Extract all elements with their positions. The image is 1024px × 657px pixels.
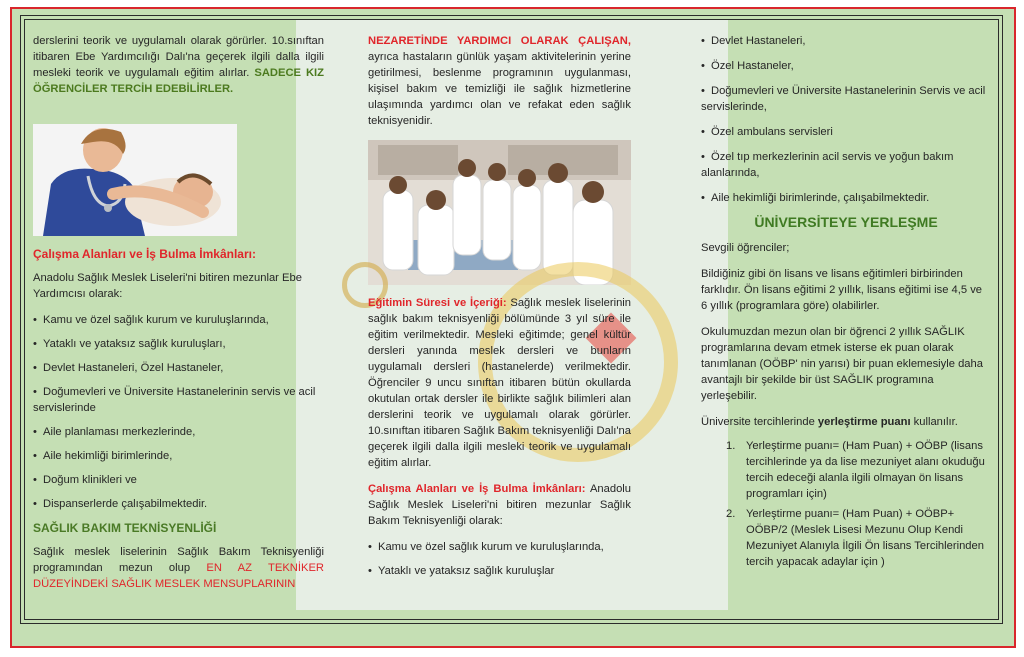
middle-top-text: ayrıca hastaların günlük yaşam aktivitelerinin yerine getirilmesi, beslenme programının uygulanması, kişisel bakım ve temizliği ile sağlık hizmetlerine ulaşımında yardımcı olan ve refakat eden sağlık teknisyenidir. [368,51,631,127]
list-item: • Yataklı ve yataksız sağlık kuruluşları, [33,338,226,350]
left-work-list [33,312,324,512]
list-item: • Aile hekimliği birimlerinde, çalışabilmektedir. [701,192,930,204]
list-item: • Kamu ve özel sağlık kurum ve kuruluşlarında, [33,314,269,326]
list-item: • Doğumevleri ve Üniversite Hastanelerinin Servis ve acil servislerinde, [701,85,986,113]
middle-edu-section [368,295,631,587]
care-highlight: EN AZ TEKNİKER DÜZEYİNDEKİ SAĞLIK MESLEK MENSUPLARININ [33,562,324,590]
left-column [33,33,324,104]
greeting-text: Sevgili öğrenciler; [701,242,790,254]
university-heading: ÜNİVERSİTEYE YERLEŞME [754,214,938,230]
left-intro-highlight: SADECE KIZ ÖĞRENCİLER TERCİH EDEBİLİRLER. [33,67,324,95]
list-item: • Aile hekimliği birimlerinde, [33,450,173,462]
left-work-section [33,246,324,599]
list-item: • Doğumevleri ve Üniversite Hastanelerinin servis ve acil servislerinde [33,386,316,414]
left-intro [33,33,324,97]
placement-formula-list [701,438,991,570]
list-item: • Özel tıp merkezlerinin acil servis ve yoğun bakım alanlarında, [701,151,954,179]
edu-heading: Eğitimin Süresi ve İçeriği: [368,297,507,309]
care-text: Sağlık meslek liselerinin Sağlık Bakım Teknisyenliği programından mezun olup [33,546,324,574]
list-item: • Yataklı ve yataksız sağlık kuruluşlar [368,565,555,577]
left-work-intro: Anadolu Sağlık Meslek Liseleri'ni bitiren mezunlar Ebe Yardımcısı olarak: [33,272,302,300]
left-work-heading: Çalışma Alanları ve İş Bulma İmkânları: [33,247,256,261]
list-item: • Devlet Hastaneleri, Özel Hastaneler, [33,362,224,374]
list-item: • Dispanserlerde çalışabilmektedir. [33,498,208,510]
paragraph-3: Üniversite tercihlerinde yerleştirme puanı kullanılır. [701,416,958,428]
list-item: 2. Yerleştirme puanı= (Ham Puan) + OÖBP+ OÖBP/2 (Meslek Lisesi Mezunu Olup Kendi Mezuniyet Alanıyla İlgili Ön lisans Tercihlerinden tercih yapacak adaylar için ) [726,508,984,568]
right-top-list [701,33,991,206]
list-item: • Özel Hastaneler, [701,60,794,72]
list-item: • Kamu ve özel sağlık kurum ve kuruluşlarında, [368,541,604,553]
left-intro-text: derslerini teorik ve uygulamalı olarak görürler. 10.sınıftan itibaren Ebe Yardımcılığı Dalı'na geçerek ilgili dalla ilgili mesleki teorik ve uygulamalı eğitim alırlar. [33,35,324,79]
right-column [701,33,991,574]
middle-top-section [368,33,631,136]
paragraph-2: Okulumuzdan mezun olan bir öğrenci 2 yıllık SAĞLIK programlarına devam etmek isterse ek puan olarak tanımlanan (OÖBP' nin yarısı) bir puan eklemesiyle daha avantajlı bir şekilde bir üst SAĞLIK programına yerleşebilir. [701,326,983,402]
nurse-baby-photo [33,124,237,236]
edu-text: Sağlık meslek liselerinin sağlık bakım teknisyenliği bölümünde 3 yıl süre ile eğitim verilmektedir. Mesleki eğitimde; genel kültür dersleri yanında meslek dersleri ve bunların uygulamalı dersleri (hastanelerde) verilmektedir. Öğrenciler 9 uncu sınıftan itibaren bütün okullarda okutulan ortak dersler ile birlikte sağlık bilimleri alan derslerini teorik ve uygulamalı olarak görürler. 10.sınıftan itibaren Sağlık Bakım teknisyenliği Dalı'na geçerek ilgili dalla ilgili mesleki teorik ve uygulamalı eğitim alırlar. [368,297,631,469]
list-item: 1. Yerleştirme puanı= (Ham Puan) + OÖBP (lisans tercihlerinde ya da lise mezuniyet alanı okuduğu tercih edeceği alanla ilgili olmayan ön lisans programları için) [726,440,985,500]
care-paragraph [33,544,324,592]
care-heading: SAĞLIK BAKIM TEKNİSYENLİĞİ [33,521,217,535]
list-item: • Doğum klinikleri ve [33,474,137,486]
middle-work-list [368,539,631,579]
list-item: • Özel ambulans servisleri [701,126,833,138]
middle-top-highlight: NEZARETİNDE YARDIMCI OLARAK ÇALIŞAN, [368,35,631,47]
middle-work-intro: Anadolu Sağlık Meslek Liseleri'ni bitiren mezunlar Sağlık Bakım Teknisyenliği olarak: [368,483,631,527]
list-item: • Devlet Hastaneleri, [701,35,806,47]
paragraph-1: Bildiğiniz gibi ön lisans ve lisans eğitimleri birbirinden farklıdır. Ön lisans eğitimi 2 yıllık, lisans eğitimi ise 4,5 ve 6 yıllık (programlara göre) olabilirler. [701,268,983,312]
middle-work-heading: Çalışma Alanları ve İş Bulma İmkânları: [368,483,586,495]
list-item: • Aile planlaması merkezlerinde, [33,426,196,438]
